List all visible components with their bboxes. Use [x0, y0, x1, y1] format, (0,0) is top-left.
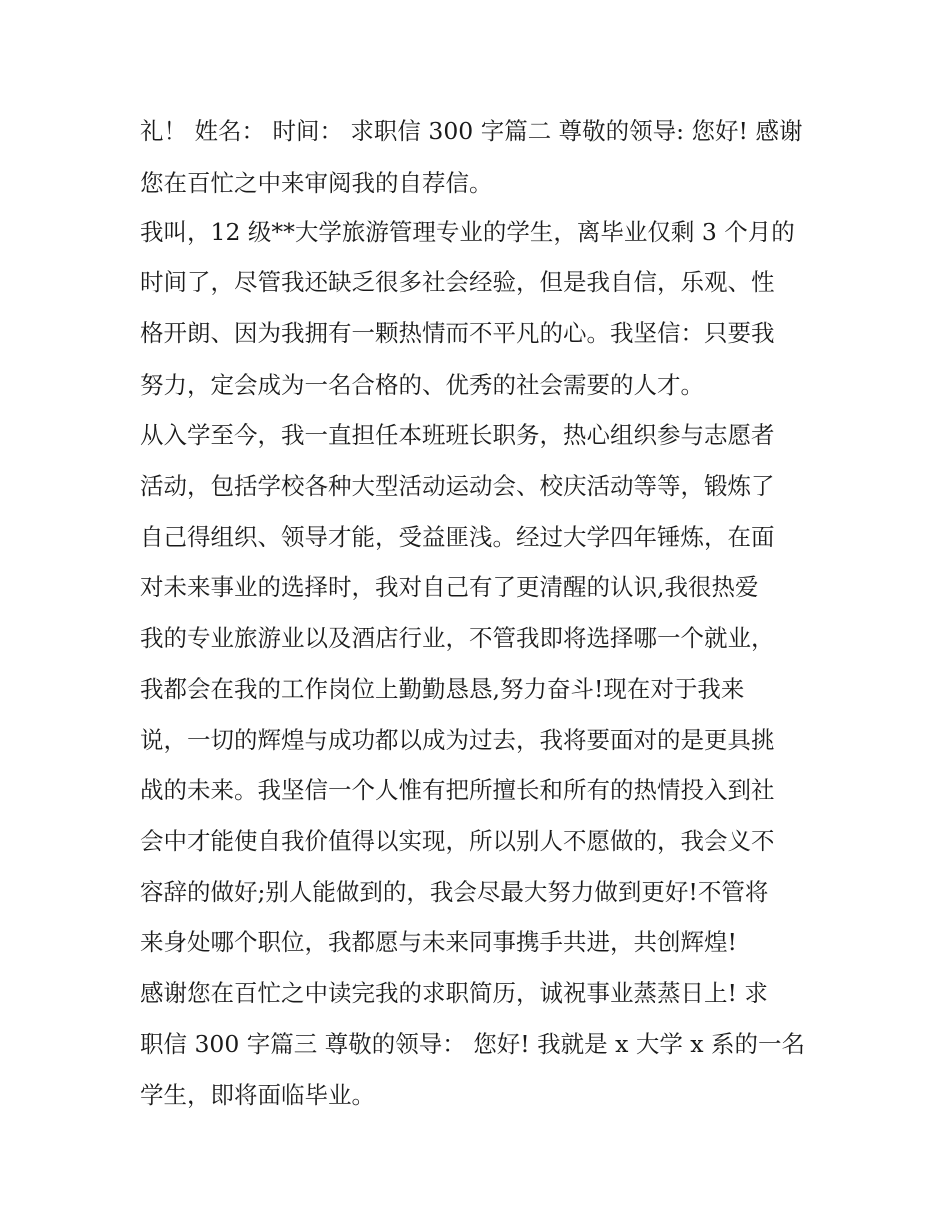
text-line: 我都会在我的工作岗位上勤勤恳恳,努力奋斗!现在对于我来 [140, 675, 745, 703]
text-line: 感谢您在百忙之中读完我的求职简历，诚祝事业蒸蒸日上! 求 [140, 979, 768, 1007]
text-line: 礼！ 姓名： 时间： 求职信 300 字篇二 尊敬的领导: 您好! 感谢 [140, 117, 803, 145]
text-line: 我的专业旅游业以及酒店行业，不管我即将选择哪一个就业， [140, 624, 775, 652]
text-line: 战的未来。我坚信一个人惟有把所擅长和所有的热情投入到社 [140, 776, 775, 804]
text-line: 努力，定会成为一名合格的、优秀的社会需要的人才。 [140, 371, 704, 399]
text-line: 对未来事业的选择时，我对自己有了更清醒的认识,我很热爱 [140, 573, 759, 601]
text-line: 容辞的做好;别人能做到的，我会尽最大努力做到更好!不管将 [140, 878, 769, 906]
text-line: 时间了，尽管我还缺乏很多社会经验，但是我自信，乐观、性 [140, 268, 775, 296]
text-line: 格开朗、因为我拥有一颗热情而不平凡的心。我坚信：只要我 [140, 319, 775, 347]
text-line: 会中才能使自我价值得以实现，所以别人不愿做的，我会义不 [140, 827, 775, 855]
text-line: 自己得组织、领导才能，受益匪浅。经过大学四年锤炼，在面 [140, 523, 775, 551]
text-line: 从入学至今，我一直担任本班班长职务，热心组织参与志愿者 [140, 421, 775, 449]
text-line: 我叫，12 级**大学旅游管理专业的学生，离毕业仅剩 3 个月的 [140, 218, 795, 246]
text-line: 说，一切的辉煌与成功都以成为过去，我将要面对的是更具挑 [140, 726, 775, 754]
text-line: 学生，即将面临毕业。 [140, 1081, 375, 1109]
text-line: 职信 300 字篇三 尊敬的领导： 您好! 我就是 x 大学 x 系的一名 [140, 1030, 806, 1058]
text-line: 活动，包括学校各种大型活动运动会、校庆活动等等，锻炼了 [140, 472, 775, 500]
text-line: 您在百忙之中来审阅我的自荐信。 [140, 169, 493, 197]
text-line: 来身处哪个职位，我都愿与未来同事携手共进，共创辉煌! [140, 928, 737, 956]
